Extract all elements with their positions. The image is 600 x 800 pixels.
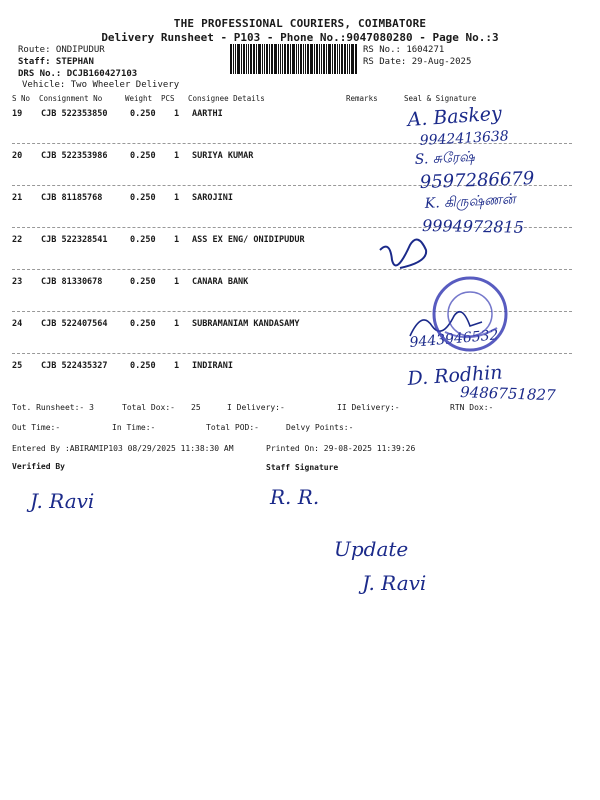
in-time: In Time:-	[112, 423, 156, 432]
row-consignment: CJB 522328541	[41, 235, 108, 245]
row-weight: 0.250	[130, 109, 156, 119]
rtn-dox: RTN Dox:-	[450, 403, 494, 412]
barcode-bar	[287, 44, 289, 74]
barcode-bar	[241, 44, 242, 74]
col-remarks: Remarks	[346, 94, 378, 103]
barcode-bar	[230, 44, 232, 74]
update-signature: J. Ravi	[362, 571, 427, 595]
handwritten-signatures	[370, 100, 600, 410]
phone-sarojini: 9994972815	[421, 216, 525, 237]
barcode-bar	[321, 44, 322, 74]
barcode-bar	[280, 44, 281, 74]
barcode-bar	[303, 44, 304, 74]
row-consignee: INDIRANI	[192, 361, 233, 371]
signature-aarthi: A. Baskey	[406, 102, 503, 131]
staff-signature-text: R. R.	[270, 485, 320, 509]
delvy-points: Delvy Points:-	[286, 423, 354, 432]
row-sno: 23	[12, 277, 23, 287]
barcode-bar	[328, 44, 331, 74]
ii-delivery: II Delivery:-	[337, 403, 400, 412]
row-consignment: CJB 81185768	[41, 193, 103, 203]
barcode-bar	[341, 44, 343, 74]
barcode-bar	[266, 44, 268, 74]
verified-by-label: Verified By	[12, 462, 65, 471]
col-sno: S No	[12, 94, 31, 103]
row-weight: 0.250	[130, 151, 156, 161]
row-weight: 0.250	[130, 361, 156, 371]
signature-indirani: D. Rodhin	[406, 361, 504, 390]
row-pcs: 1	[174, 193, 180, 203]
verified-signature-text: J. Ravi	[30, 489, 95, 513]
verified-signature	[20, 480, 140, 520]
row-pcs: 1	[174, 277, 180, 287]
route-label: Route: ONDIPUDUR	[18, 45, 105, 55]
barcode-bar	[264, 44, 265, 74]
barcode-bar	[319, 44, 320, 74]
col-pcs: PCS	[161, 94, 175, 103]
update-note: Update	[334, 537, 409, 561]
barcode-bar	[243, 44, 245, 74]
row-weight: 0.250	[130, 235, 156, 245]
row-consignment: CJB 522435327	[41, 361, 108, 371]
barcode-bar	[337, 44, 338, 74]
barcode	[230, 44, 358, 74]
phone-subramaniam: 9443946532	[408, 327, 500, 351]
phone-suriya: 9597286679	[419, 168, 535, 193]
barcode-bar	[253, 44, 255, 74]
row-consignment: CJB 522353986	[41, 151, 108, 161]
entered-by: Entered By :ABIRAMIP103 08/29/2025 11:38:30 AM	[12, 444, 234, 453]
signature-sarojini: K. கிருஷ்ணன்	[424, 191, 516, 212]
row-consignee: ASS EX ENG/ ONIDIPUDUR	[192, 235, 305, 245]
row-sno: 22	[12, 235, 23, 245]
total-pod: Total POD:-	[206, 423, 259, 432]
drs-number: DRS No.: DCJB160427103	[18, 69, 138, 79]
barcode-bar	[271, 44, 273, 74]
barcode-bar	[269, 44, 270, 74]
rs-date: RS Date: 29-Aug-2025	[363, 57, 472, 67]
total-runsheet: Tot. Runsheet:- 3	[12, 403, 94, 412]
row-weight: 0.250	[130, 277, 156, 287]
row-sno: 19	[12, 109, 23, 119]
col-seal: Seal & Signature	[404, 94, 477, 103]
col-weight: Weight	[125, 94, 153, 103]
barcode-bar	[323, 44, 325, 74]
barcode-bar	[250, 44, 252, 74]
col-consignee: Consignee Details	[188, 94, 265, 103]
barcode-bar	[292, 44, 295, 74]
row-weight: 0.250	[130, 193, 156, 203]
total-dox-label: Total Dox:-	[122, 403, 175, 412]
phone-aarthi: 9942413638	[419, 128, 510, 149]
barcode-bar	[314, 44, 315, 74]
barcode-bar	[284, 44, 286, 74]
barcode-bar	[296, 44, 297, 74]
barcode-bar	[298, 44, 299, 74]
barcode-bar	[246, 44, 247, 74]
row-consignee: CANARA BANK	[192, 277, 249, 287]
staff-label: Staff: STEPHAN	[18, 57, 94, 67]
row-sno: 25	[12, 361, 23, 371]
barcode-bar	[258, 44, 261, 74]
total-dox-value: 25	[191, 403, 201, 412]
barcode-bar	[305, 44, 306, 74]
bank-stamp	[415, 272, 525, 357]
barcode-bar	[332, 44, 333, 74]
barcode-bar	[316, 44, 318, 74]
col-consignment: Consignment No	[39, 94, 103, 103]
company-title: THE PROFESSIONAL COURIERS, COIMBATORE	[173, 17, 427, 30]
out-time: Out Time:-	[12, 423, 61, 432]
row-consignee: SURIYA KUMAR	[192, 151, 254, 161]
update-annotation	[330, 530, 480, 610]
barcode-bar	[278, 44, 279, 74]
row-pcs: 1	[174, 319, 180, 329]
barcode-bar	[233, 44, 234, 74]
barcode-bar	[334, 44, 336, 74]
vehicle-label: Vehicle: Two Wheeler Delivery	[22, 80, 180, 90]
row-pcs: 1	[174, 109, 180, 119]
row-consignment: CJB 522407564	[41, 319, 108, 329]
phone-indirani: 9486751827	[459, 383, 556, 405]
printed-on: Printed On: 29-08-2025 11:39:26	[266, 444, 416, 453]
barcode-bar	[351, 44, 354, 74]
staff-handwritten-signature	[262, 476, 382, 516]
barcode-bar	[290, 44, 291, 74]
barcode-bar	[355, 44, 357, 74]
row-consignment: CJB 522353850	[41, 109, 108, 119]
barcode-bar	[262, 44, 263, 74]
barcode-bar	[282, 44, 283, 74]
row-sno: 24	[12, 319, 23, 329]
barcode-bar	[248, 44, 249, 74]
row-pcs: 1	[174, 361, 180, 371]
runsheet-subtitle: Delivery Runsheet - P103 - Phone No.:9047080280 - Page No.:3	[101, 31, 499, 44]
row-consignee: AARTHI	[192, 109, 223, 119]
barcode-bar	[256, 44, 257, 74]
row-consignee: SUBRAMANIAM KANDASAMY	[192, 319, 300, 329]
signature-mark-ae	[380, 240, 426, 268]
row-sno: 21	[12, 193, 23, 203]
barcode-bar	[307, 44, 309, 74]
row-weight: 0.250	[130, 319, 156, 329]
row-pcs: 1	[174, 235, 180, 245]
barcode-bar	[339, 44, 340, 74]
rs-number: RS No.: 1604271	[363, 45, 445, 55]
barcode-bar	[344, 44, 346, 74]
barcode-bar	[237, 44, 240, 74]
row-consignment: CJB 81330678	[41, 277, 103, 287]
barcode-bar	[347, 44, 348, 74]
barcode-bar	[310, 44, 313, 74]
barcode-bar	[349, 44, 350, 74]
i-delivery: I Delivery:-	[227, 403, 285, 412]
barcode-bar	[274, 44, 277, 74]
staff-signature-label: Staff Signature	[266, 463, 339, 472]
barcode-bar	[300, 44, 302, 74]
row-pcs: 1	[174, 151, 180, 161]
barcode-bar	[235, 44, 236, 74]
barcode-bar	[326, 44, 327, 74]
row-sno: 20	[12, 151, 23, 161]
signature-suriya: S. சுரேஷ்	[414, 148, 476, 168]
row-consignee: SAROJINI	[192, 193, 233, 203]
